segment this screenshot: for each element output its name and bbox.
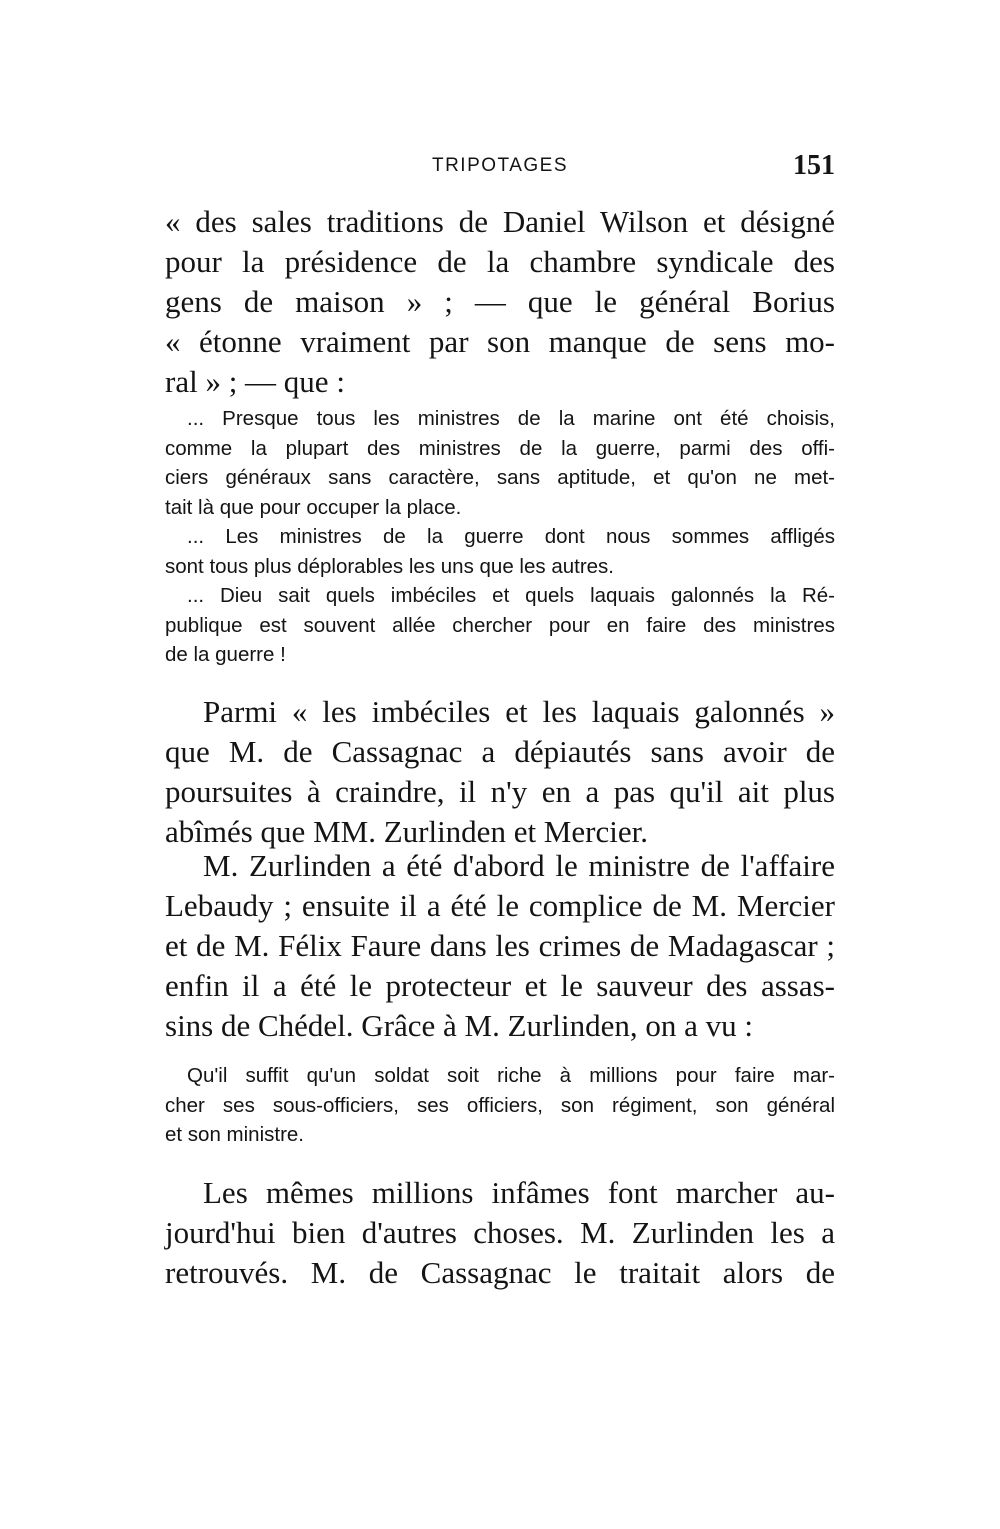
quote-line: et son ministre. bbox=[165, 1123, 304, 1146]
paragraph-1 bbox=[165, 202, 835, 402]
quote-line: comme la plupart des ministres de la guerre, parmi des offi- bbox=[165, 436, 835, 460]
text-line: retrouvés. M. de Cassagnac le traitait alors de bbox=[165, 1255, 835, 1290]
quote-line: cher ses sous-officiers, ses officiers, son régiment, son général bbox=[165, 1093, 835, 1117]
paragraph-2 bbox=[165, 692, 835, 852]
text-line: poursuites à craindre, il n'y en a pas qu'il ait plus bbox=[165, 774, 835, 809]
block-quote-1 bbox=[165, 404, 835, 670]
quote-line: ... Les ministres de la guerre dont nous sommes affligés bbox=[187, 525, 835, 548]
quote-line: ... Dieu sait quels imbéciles et quels laquais galonnés la Ré- bbox=[187, 584, 835, 607]
paragraph-3 bbox=[165, 846, 835, 1046]
text-line: gens de maison » ; — que le général Borius bbox=[165, 284, 835, 319]
text-line: « des sales traditions de Daniel Wilson et désigné bbox=[165, 204, 835, 239]
running-title: TRIPOTAGES bbox=[431, 155, 569, 176]
text-line: sins de Chédel. Grâce à M. Zurlinden, on a vu : bbox=[165, 1008, 753, 1043]
text-line: M. Zurlinden a été d'abord le ministre de l'affaire bbox=[203, 848, 835, 883]
quote-line: ... Presque tous les ministres de la marine ont été choisis, bbox=[187, 407, 835, 430]
text-line: enfin il a été le protecteur et le sauveur des assas- bbox=[165, 968, 835, 1003]
text-line: abîmés que MM. Zurlinden et Mercier. bbox=[165, 814, 648, 849]
text-line: jourd'hui bien d'autres choses. M. Zurlinden les a bbox=[165, 1215, 835, 1250]
text-line: « étonne vraiment par son manque de sens mo- bbox=[165, 324, 835, 359]
quote-line: publique est souvent allée chercher pour en faire des ministres bbox=[165, 613, 835, 637]
text-line: que M. de Cassagnac a dépiautés sans avoir de bbox=[165, 734, 835, 769]
quote-line: sont tous plus déplorables les uns que les autres. bbox=[165, 554, 614, 578]
running-head bbox=[165, 150, 835, 184]
text-line: et de M. Félix Faure dans les crimes de Madagascar ; bbox=[165, 928, 835, 963]
text-line: Lebaudy ; ensuite il a été le complice de M. Mercier bbox=[165, 888, 835, 923]
text-line: Parmi « les imbéciles et les laquais galonnés » bbox=[203, 694, 835, 729]
quote-line: de la guerre ! bbox=[165, 643, 286, 666]
text-line: pour la présidence de la chambre syndicale des bbox=[165, 244, 835, 279]
quote-line: ciers généraux sans caractère, sans aptitude, et qu'on ne met- bbox=[165, 466, 835, 489]
text-line: ral » ; — que : bbox=[165, 364, 345, 399]
paragraph-4 bbox=[165, 1173, 835, 1293]
page-number: 151 bbox=[793, 150, 835, 181]
block-quote-2 bbox=[165, 1061, 835, 1150]
quote-line: tait là que pour occuper la place. bbox=[165, 495, 462, 519]
quote-line: Qu'il suffit qu'un soldat soit riche à millions pour faire mar- bbox=[187, 1064, 835, 1087]
text-line: Les mêmes millions infâmes font marcher au- bbox=[203, 1175, 835, 1210]
